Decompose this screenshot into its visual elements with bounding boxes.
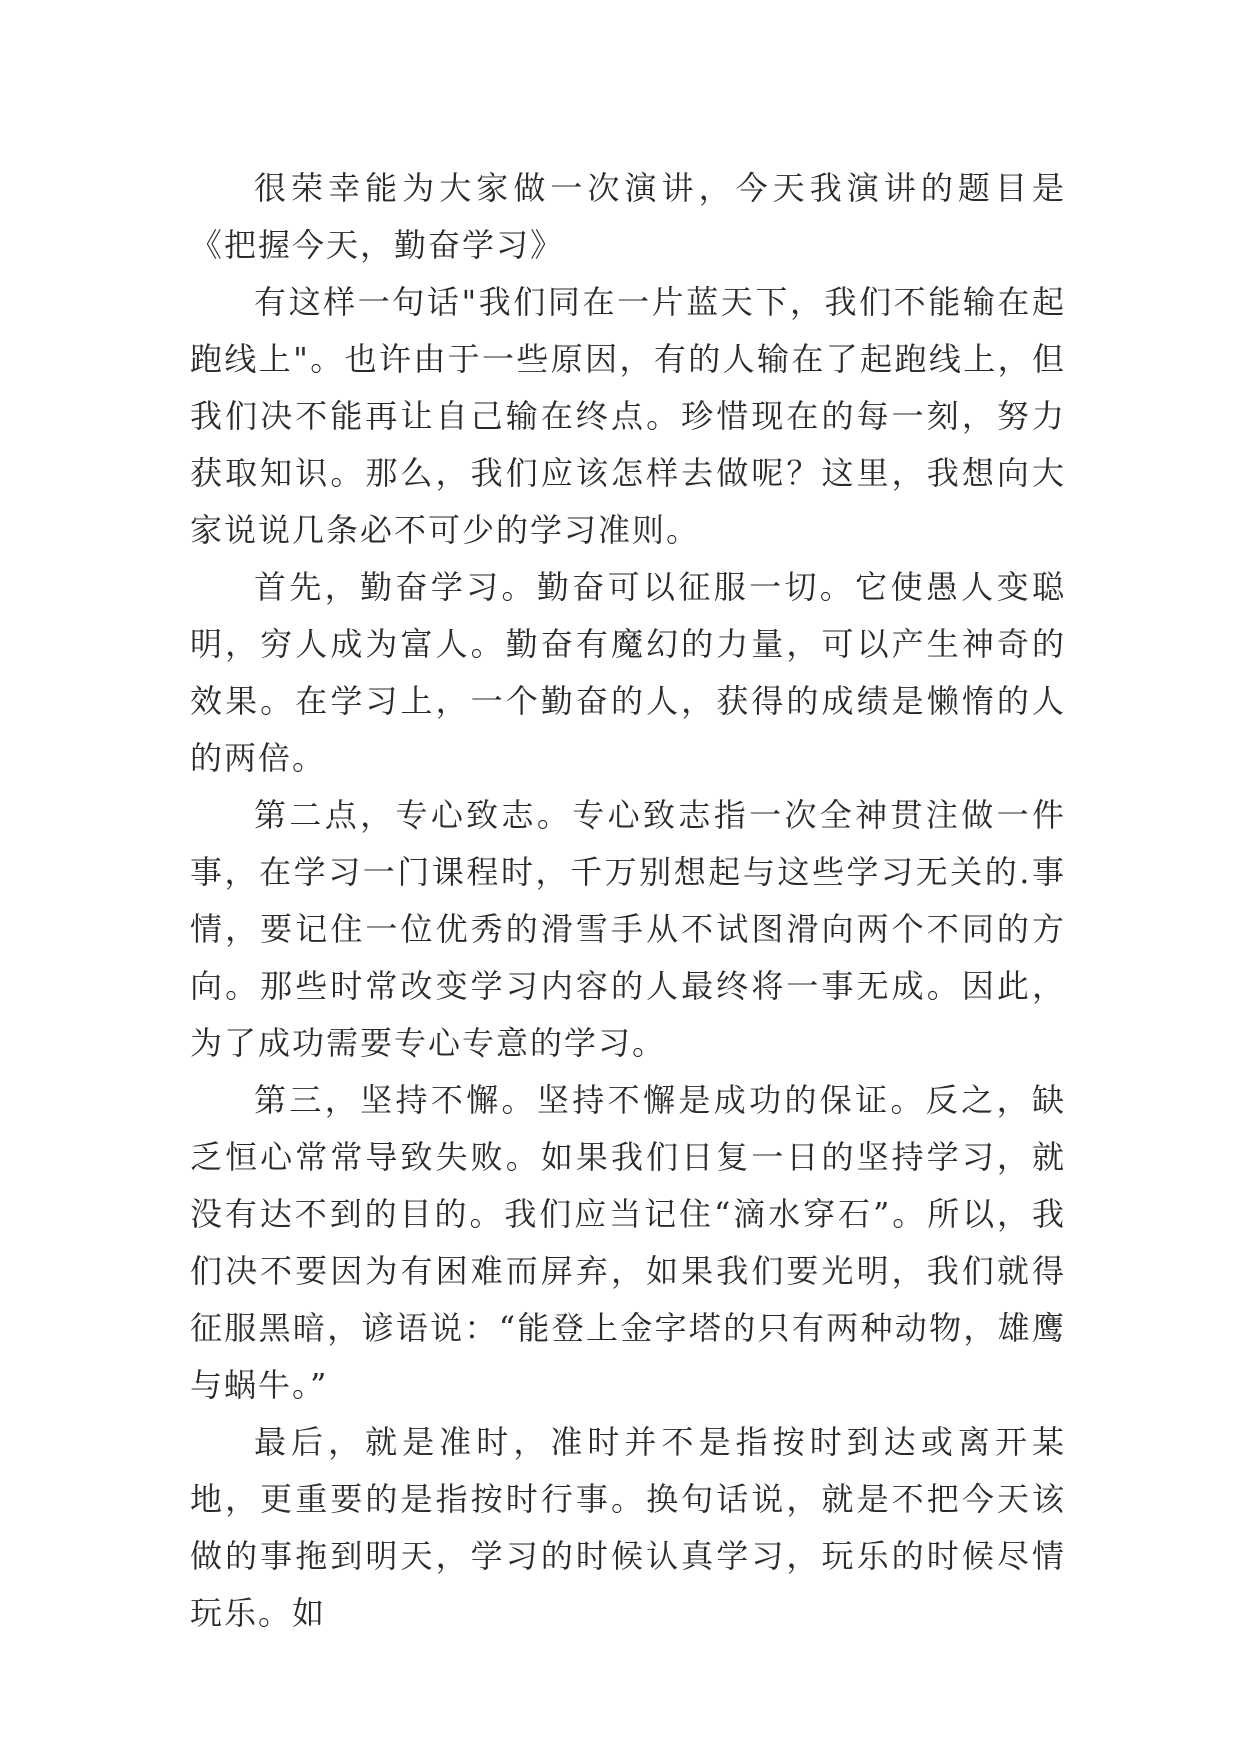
paragraph-saying: 有这样一句话"我们同在一片蓝天下，我们不能输在起跑线上"。也许由于一些原因，有的人输在了起跑线上，但我们决不能再让自己输在终点。珍惜现在的每一刻，努力获取知识。那么，我们应该怎样去做呢？这里，我想向大家说说几条必不可少的学习准则。 <box>190 283 1066 549</box>
paragraph-intro: 很荣幸能为大家做一次演讲，今天我演讲的题目是《把握今天，勤奋学习》 <box>190 169 1066 264</box>
paragraph-focus: 第二点，专心致志。专心致志指一次全神贯注做一件事，在学习一门课程时，千万别想起与这些学习无关的.事情，要记住一位优秀的滑雪手从不试图滑向两个不同的方向。那些时常改变学习内容的人最终将一事无成。因此，为了成功需要专心专意的学习。 <box>190 796 1066 1062</box>
paragraph-punctuality: 最后，就是准时，准时并不是指按时到达或离开某地，更重要的是指按时行事。换句话说，就是不把今天该做的事拖到明天，学习的时候认真学习，玩乐的时候尽情玩乐。如 <box>190 1423 1066 1632</box>
paragraph-perseverance: 第三，坚持不懈。坚持不懈是成功的保证。反之，缺乏恒心常常导致失败。如果我们日复一日的坚持学习，就没有达不到的目的。我们应当记住“滴水穿石”。所以，我们决不要因为有困难而屏弃，如果我们要光明，我们就得征服黑暗，谚语说：“能登上金字塔的只有两种动物，雄鹰与蜗牛。” <box>190 1081 1066 1404</box>
document-body <box>190 160 1066 1642</box>
paragraph-diligence: 首先，勤奋学习。勤奋可以征服一切。它使愚人变聪明，穷人成为富人。勤奋有魔幻的力量，可以产生神奇的效果。在学习上，一个勤奋的人，获得的成绩是懒惰的人的两倍。 <box>190 568 1066 777</box>
